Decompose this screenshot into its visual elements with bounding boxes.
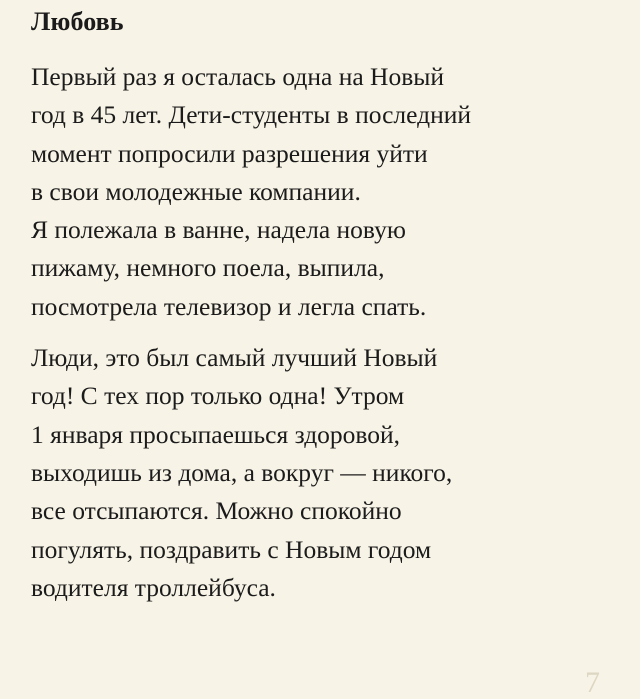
text-line: все отсыпаются. Можно спокойно — [31, 496, 402, 526]
text-line: 1 января просыпаешься здоровой, — [31, 419, 401, 449]
page-number-mark: 7 — [585, 666, 600, 699]
text-line: посмотрела телевизор и легла спать. — [31, 291, 427, 321]
text-line: водителя троллейбуса. — [31, 572, 276, 602]
text-line: год! С тех пор только одна! Утром — [31, 381, 405, 411]
text-line: момент попросили разрешения уйти — [31, 138, 428, 168]
text-line: Люди, это был самый лучший Новый — [31, 343, 438, 373]
story-paragraph-2 — [31, 339, 631, 607]
post-content — [31, 0, 631, 607]
author-name: Любовь — [31, 7, 124, 36]
text-line: погулять, поздравить с Новым годом — [31, 534, 432, 564]
text-line: Первый раз я осталась одна на Новый — [31, 62, 445, 91]
story-paragraph-1 — [31, 58, 631, 326]
text-line: в свои молодежные компании. — [31, 176, 361, 206]
text-line: Я полежала в ванне, надела новую — [31, 215, 406, 245]
text-line: год в 45 лет. Дети-студенты в последний — [31, 100, 472, 130]
text-line: пижаму, немного поела, выпила, — [31, 253, 385, 283]
text-line: выходишь из дома, а вокруг — никого, — [31, 457, 453, 487]
